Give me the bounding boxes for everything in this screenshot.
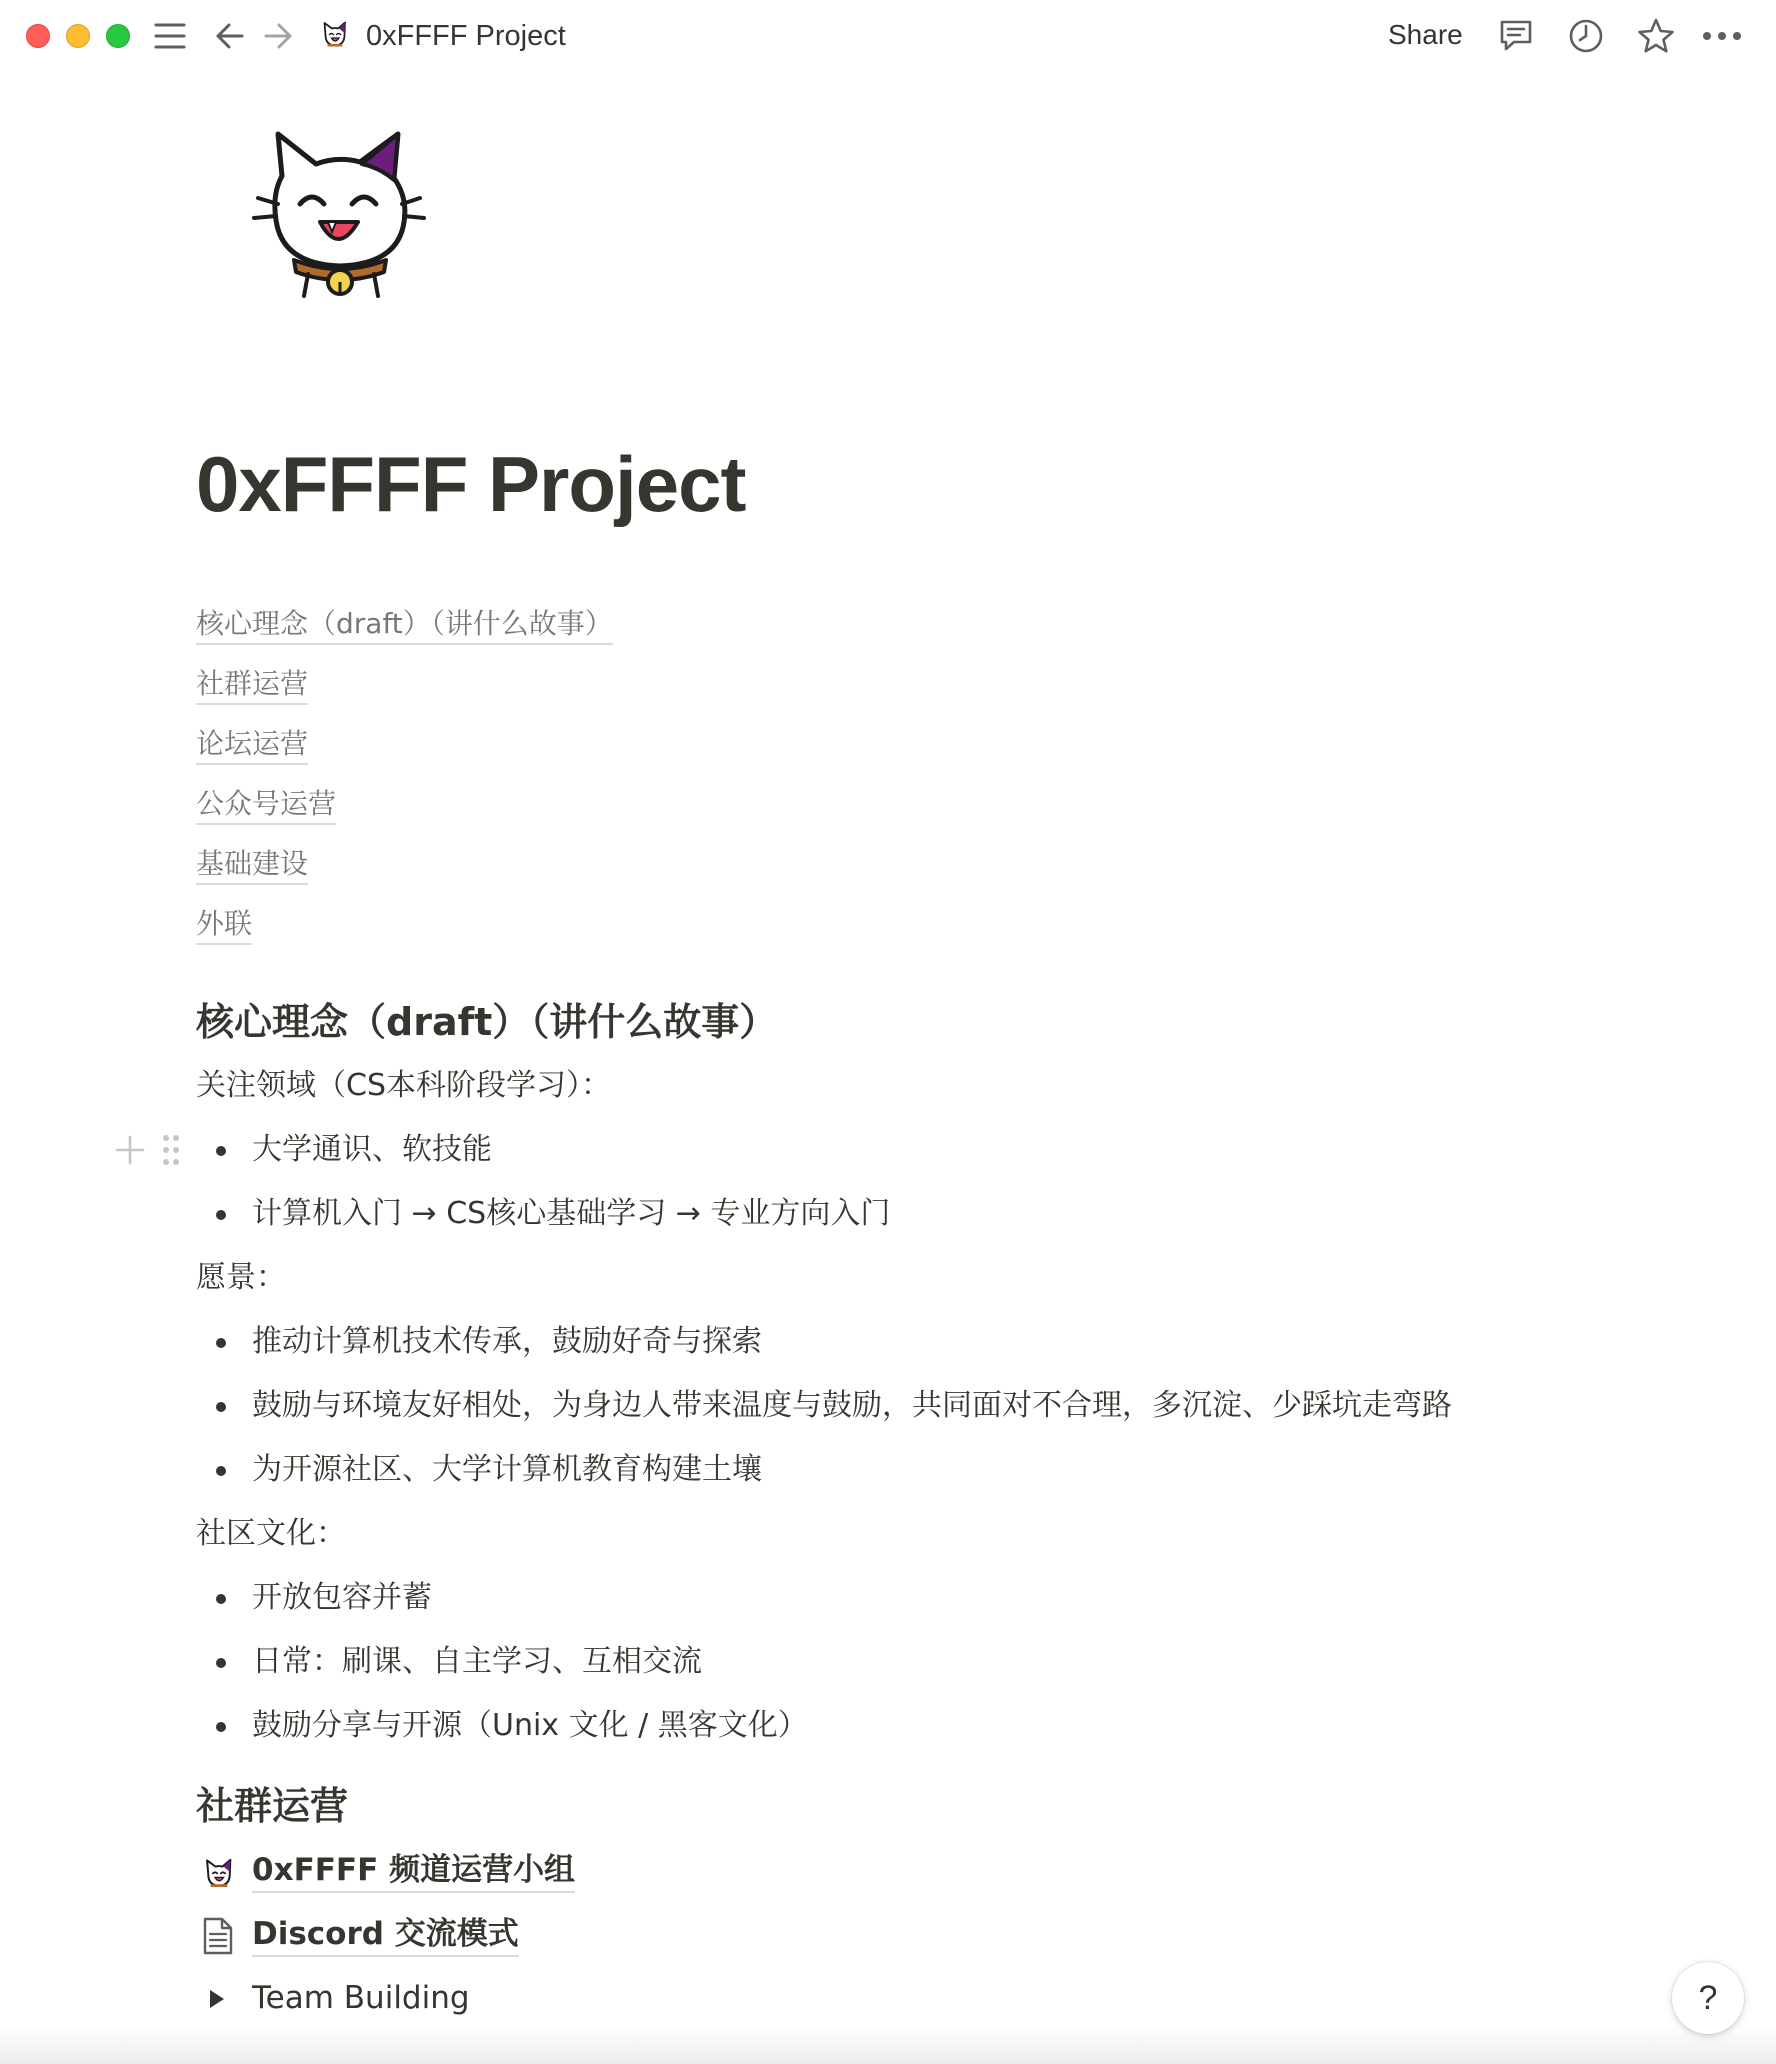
table-of-contents [196,594,613,954]
list-item-text: 推动计算机技术传承，鼓励好奇与探索 [252,1324,762,1359]
arrow-left-icon[interactable] [212,18,248,54]
cat-face-icon [318,18,352,52]
heading-core[interactable]: 核心理念（draft）（讲什么故事） [196,1000,778,1044]
window-title: 0xFFFF Project [366,20,566,52]
star-icon[interactable] [1634,14,1678,58]
toc-item-core[interactable]: 核心理念（draft）（讲什么故事） [196,594,613,654]
toc-item-wechat[interactable]: 公众号运营 [196,774,613,834]
plus-icon [117,1137,143,1163]
title-bar [0,0,1776,72]
toggle-label: Team Building [252,1980,470,2016]
list-item[interactable] [196,1694,1596,1758]
window-bottom-shadow [0,2024,1776,2064]
list-item[interactable] [196,1566,1596,1630]
list-item-text: 开放包容并蓄 [252,1580,432,1615]
list-item-text: 为开源社区、大学计算机教育构建土壤 [252,1452,762,1487]
list-item-text: 日常：刷课、自主学习、互相交流 [252,1644,702,1679]
arrow-right-icon[interactable] [260,18,296,54]
page-icon-cat[interactable] [248,124,428,304]
toc-item-infrastructure[interactable]: 基础建设 [196,834,613,894]
toc-item-community[interactable]: 社群运营 [196,654,613,714]
clock-icon[interactable] [1564,14,1608,58]
ellipsis-icon[interactable] [1700,14,1744,58]
list-item[interactable] [196,1374,1596,1438]
toc-item-forum[interactable]: 论坛运营 [196,714,613,774]
toggle-team-building[interactable] [196,1966,1596,2030]
list-item[interactable] [196,1630,1596,1694]
list-item-text: 大学通识、软技能 [252,1132,492,1167]
page-link-label: Discord 交流模式 [252,1916,519,1957]
list-item[interactable] [196,1182,1596,1246]
minimize-window-button[interactable] [66,24,90,48]
cat-face-icon [202,1850,238,1890]
page-title[interactable]: 0xFFFF Project [196,440,746,528]
culture-label[interactable]: 社区文化： [196,1516,346,1551]
page-content [196,990,1596,2030]
heading-community[interactable]: 社群运营 [196,1784,349,1828]
vision-label[interactable]: 愿景： [196,1260,286,1295]
drag-handle-icon [163,1135,179,1165]
hamburger-menu-icon[interactable] [152,18,188,54]
page-link-discord[interactable] [196,1902,1596,1966]
list-item[interactable] [196,1310,1596,1374]
document-icon [202,1914,238,1954]
share-button[interactable]: Share [1388,19,1463,50]
question-icon: ? [1698,1978,1718,2017]
close-window-button[interactable] [26,24,50,48]
zoom-window-button[interactable] [106,24,130,48]
toc-item-outreach[interactable]: 外联 [196,894,613,954]
page-link-channel-group[interactable] [196,1838,1596,1902]
focus-label[interactable]: 关注领域（CS本科阶段学习）： [196,1068,611,1103]
help-button[interactable] [1672,1962,1744,2034]
list-item-text: 鼓励与环境友好相处，为身边人带来温度与鼓励，共同面对不合理，多沉淀、少踩坑走弯路 [252,1388,1452,1423]
list-item[interactable] [196,1438,1596,1502]
list-item[interactable] [196,1118,1596,1182]
block-handle[interactable] [112,1130,192,1170]
triangle-right-icon[interactable] [210,1990,224,2008]
list-item-text: 计算机入门 → CS核心基础学习 → 专业方向入门 [252,1196,891,1231]
page-link-label: 0xFFFF 频道运营小组 [252,1852,575,1893]
list-item-text: 鼓励分享与开源（Unix 文化 / 黑客文化） [252,1708,808,1743]
comment-icon[interactable] [1494,14,1538,58]
